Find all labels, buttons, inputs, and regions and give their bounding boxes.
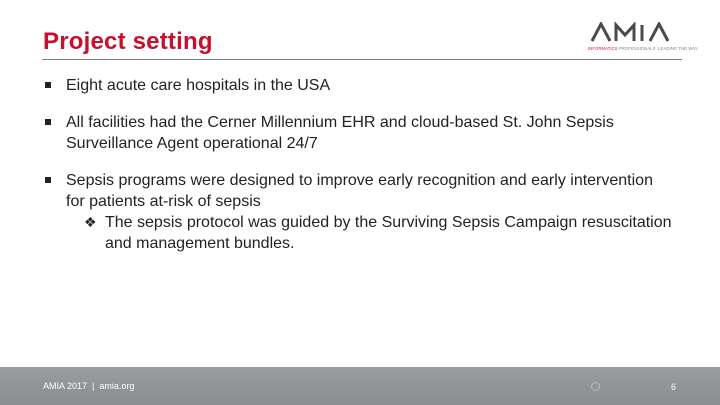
bullet-text: Eight acute care hospitals in the USA xyxy=(66,77,331,94)
title-divider xyxy=(42,59,682,60)
sub-bullet-item xyxy=(45,212,675,254)
logo-tagline-accent: INFORMATICS xyxy=(588,46,618,51)
slide-body xyxy=(45,75,675,254)
page-number: 6 xyxy=(671,382,677,392)
square-bullet-icon xyxy=(45,119,51,125)
sub-bullet-text: The sepsis protocol was guided by the Surviving Sepsis Campaign resuscitation and management bundles. xyxy=(105,214,672,252)
footer-event: AMIA 2017 xyxy=(43,381,88,391)
amia-logo-mark xyxy=(590,22,680,42)
bullet-text: All facilities had the Cerner Millennium EHR and cloud-based St. John Sepsis Surveillance Agent operational 24/7 xyxy=(66,114,614,152)
footer-bar xyxy=(0,367,720,405)
square-bullet-icon xyxy=(45,177,51,183)
slide-title: Project setting xyxy=(43,28,213,55)
square-bullet-icon xyxy=(45,82,51,88)
circle-icon xyxy=(591,382,600,391)
diamond-bullet-icon: ❖ xyxy=(84,214,97,230)
amia-logo xyxy=(588,22,699,56)
bullet-item xyxy=(45,170,675,212)
footer-site-link[interactable]: amia.org xyxy=(99,381,135,391)
bullet-item xyxy=(45,112,675,154)
logo-tagline-text: PROFESSIONALS. LEADING THE WAY. xyxy=(618,46,699,51)
logo-tagline xyxy=(588,46,698,51)
footer-info xyxy=(43,381,134,391)
bullet-item xyxy=(45,75,675,96)
footer-separator: | xyxy=(92,381,95,391)
bullet-text: Sepsis programs were designed to improve early recognition and early intervention for patients at-risk of sepsis xyxy=(66,172,653,210)
